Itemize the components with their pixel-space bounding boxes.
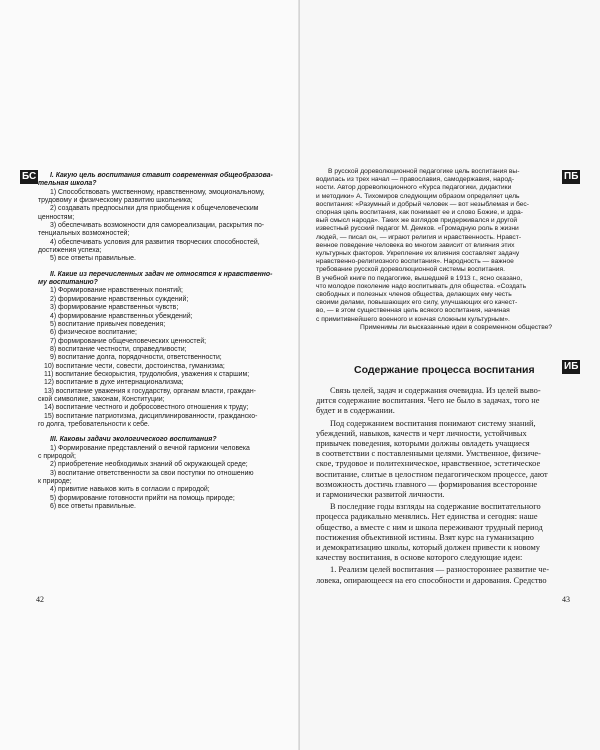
quote-line: свободных и полезных членов общества, делающих ему честь bbox=[316, 291, 512, 299]
q3-item: 1) Формирование представлений о вечной гармонии человека bbox=[50, 444, 250, 452]
quote-line: венное поведение человека во многом зависит от влияния этих bbox=[316, 241, 515, 249]
q2-item: 10) воспитание чести, совести, достоинства, гуманизма; bbox=[44, 362, 225, 370]
page-number-left: 42 bbox=[36, 595, 44, 604]
question-2-title-cont: му воспитанию? bbox=[38, 279, 98, 287]
body-line: ское, трудовое и политехническое, нравственное, эстетическое bbox=[316, 459, 541, 469]
section-badge-ib: ИБ bbox=[564, 361, 579, 372]
q2-item: 7) формирование общечеловеческих ценностей; bbox=[50, 337, 207, 345]
body-line: привычек поведения, которыми должны овладеть учащиеся bbox=[316, 439, 530, 449]
q2-item: 3) формирование нравственных чувств; bbox=[50, 304, 179, 312]
q1-item: ценностям; bbox=[38, 213, 75, 221]
q2-item: 5) воспитание привычек поведения; bbox=[50, 320, 166, 328]
q1-item: достижения успеха; bbox=[38, 247, 102, 255]
quote-line: В русской дореволюционной педагогике цель воспитания вы- bbox=[328, 168, 520, 175]
q2-item: 14) воспитание честного и добросовестного отношения к труду; bbox=[44, 404, 249, 412]
section-body bbox=[316, 386, 580, 586]
q1-item: трудовому и физическому развитию школьника; bbox=[38, 197, 193, 205]
q1-item: 3) обеспечивать возможности для самореализации, раскрытия по- bbox=[50, 222, 265, 230]
quote-line: нравственно-религиозного воспитания». Народность — важное bbox=[316, 258, 514, 266]
q1-item: 4) обеспечивать условия для развития творческих способностей, bbox=[50, 238, 260, 246]
question-1-title-cont: тельная школа? bbox=[38, 180, 97, 188]
quote-line: воспитания: «Разумный и добрый человек — вот незыблемая и бес- bbox=[316, 200, 529, 208]
quote-line: требование русской дореволюционной системы воспитания. bbox=[316, 266, 506, 274]
question-2-title: II. Какие из перечисленных задач не относятся к нравственно- bbox=[50, 270, 273, 278]
body-line: в соответствии с поставленными целями. Умственное, физиче- bbox=[316, 449, 541, 459]
quiz-column bbox=[38, 172, 286, 511]
quote-line: и методики» А. Тихомиров следующим образом определяет цель bbox=[316, 192, 520, 200]
body-line: Под содержанием воспитания понимают систему знаний, bbox=[330, 418, 536, 428]
quote-line: своими делами, повышающих его силу, улучшающих его качест- bbox=[316, 299, 518, 307]
body-line: Связь целей, задач и содержания очевидна. Из целей выво- bbox=[330, 386, 541, 395]
body-line: возможность достичь главного — формирования всесторонне bbox=[316, 479, 538, 489]
q2-item: го долга, требовательности к себе. bbox=[38, 420, 150, 428]
q3-item: 4) привитие навыков жить в согласии с природой; bbox=[50, 486, 210, 494]
q1-item: 2) создавать предпосылки для приобщения к общечеловеческим bbox=[50, 205, 259, 213]
q2-item: 6) физическое воспитание; bbox=[50, 329, 137, 337]
quote-line: что молодое поколение надо воспитывать для общества. «Создать bbox=[316, 282, 527, 290]
q1-item: тенциальных возможностей; bbox=[38, 230, 130, 238]
q1-item: 5) все ответы правильные. bbox=[50, 255, 136, 263]
question-1-title: I. Какую цель воспитания ставит современная общеобразова- bbox=[50, 172, 273, 179]
section-badge-bs: БС bbox=[22, 171, 37, 182]
quote-line: водилась из трех начал — православия, самодержавия, народ- bbox=[316, 176, 515, 184]
q2-item: 11) воспитание бескорыстия, трудолюбия, уважения к старшим; bbox=[44, 370, 250, 378]
quote-line: вый смысл народа». Таких же взглядов придерживался и другой bbox=[316, 217, 518, 225]
page-number-right: 43 bbox=[562, 595, 570, 604]
q3-item: 6) все ответы правильные. bbox=[50, 503, 136, 511]
quote-question: Применимы ли высказанные идеи в современном обществе? bbox=[360, 323, 553, 331]
q2-item: 2) формирование нравственных суждений; bbox=[50, 295, 189, 303]
q2-item: 13) воспитание уважения к государству, органам власти, граждан- bbox=[44, 387, 256, 395]
q2-item: 12) воспитание в духе интернационализма; bbox=[44, 379, 184, 387]
quote-block bbox=[316, 168, 558, 332]
question-3-title: III. Каковы задачи экологического воспитания? bbox=[50, 436, 217, 444]
quote-line: В учебной книге по педагогике, вышедшей в 1913 г., ясно сказано, bbox=[316, 274, 523, 282]
quote-line: во, — в этом существенная цель всякого воспитания, начиная bbox=[316, 307, 510, 315]
body-line: ловека, опирающееся на его способности и дарования. Средство bbox=[316, 575, 547, 585]
body-line: качеству воспитания, в основе которого следующие идеи: bbox=[316, 553, 523, 563]
body-line: дится содержание воспитания. Чего не было в задачах, того не bbox=[316, 396, 540, 406]
body-line: В последние годы взгляды на содержание воспитательного bbox=[330, 502, 541, 512]
right-page bbox=[300, 0, 600, 750]
body-line: постижения объективной истины. Взят курс на гуманизацию bbox=[316, 532, 534, 542]
q3-item: 3) воспитание ответственности за свои поступки по отношению bbox=[50, 469, 254, 477]
body-line: и демократизацию школы, который должен привести к новому bbox=[316, 543, 540, 553]
q3-item: с природой; bbox=[38, 453, 76, 460]
section-heading: Содержание процесса воспитания bbox=[354, 364, 535, 376]
q2-item: ской символике, законам, Конституции; bbox=[38, 395, 165, 403]
body-line: процесса радикально менялись. Нет единства и сегодня: наше bbox=[316, 512, 538, 522]
body-line: и гармонически развитой личности. bbox=[316, 490, 445, 500]
quote-line: спорная цель воспитания, как понимает ее и слово Божие, и здра- bbox=[316, 209, 523, 217]
q1-item: 1) Способствовать умственному, нравственному, эмоциональному, bbox=[50, 188, 265, 196]
q3-item: к природе; bbox=[38, 478, 72, 486]
quote-line: культурных факторов. Укрепление их влияния составляет задачу bbox=[316, 250, 520, 258]
quote-line: ности. Автор дореволюционного «Курса педагогики, дидактики bbox=[316, 184, 512, 192]
quote-line: с примитивнейшего военного и кончая сложным культурным». bbox=[316, 315, 510, 323]
q2-item: 4) формирование нравственных убеждений; bbox=[50, 312, 193, 320]
section-badge-pb: ПБ bbox=[564, 171, 579, 182]
body-line: 1. Реализм целей воспитания — разностороннее развитие че- bbox=[330, 565, 550, 575]
quote-line: известный русский педагог М. Демков. «Громадную роль в жизни bbox=[316, 225, 519, 233]
q2-item: 8) воспитание честности, справедливости; bbox=[50, 345, 187, 353]
body-line: воспитание, слитые в целостном педагогическом процессе, дают bbox=[316, 469, 548, 479]
body-line: общество, а вместе с ним и школа переживают трудный период bbox=[316, 522, 543, 532]
body-line: убеждений, навыков, качеств и черт личности, устойчивых bbox=[316, 428, 527, 438]
q2-item: 15) воспитание патриотизма, дисциплинированности, гражданско- bbox=[44, 412, 258, 420]
body-line: будет и в содержании. bbox=[316, 406, 395, 416]
quote-line: людей, — писал он, — играют религия и нравственность. Нравст- bbox=[316, 233, 522, 241]
q3-item: 5) формирование готовности прийти на помощь природе; bbox=[50, 494, 235, 502]
q2-item: 1) Формирование нравственных понятий; bbox=[50, 287, 183, 295]
q3-item: 2) приобретение необходимых знаний об окружающей среде; bbox=[50, 461, 248, 469]
q2-item: 9) воспитание долга, порядочности, ответственности; bbox=[50, 354, 222, 362]
